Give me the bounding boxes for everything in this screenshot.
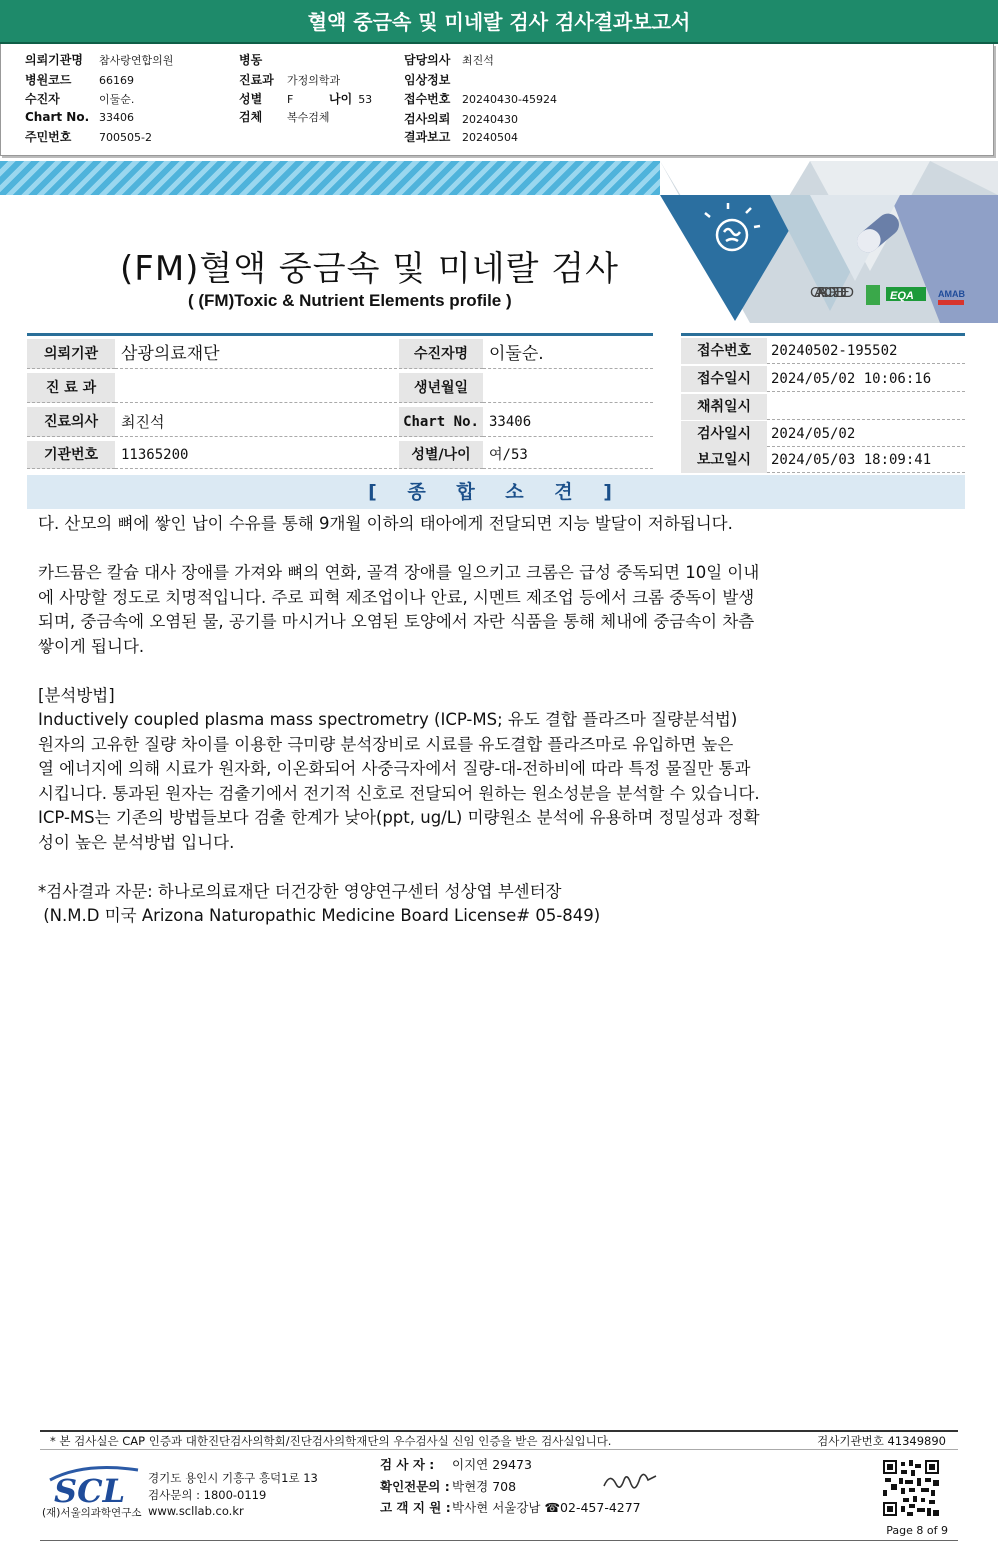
header-hospital-code: 병원코드 66169 [25,73,134,87]
inst-value: 11365200 [115,441,397,469]
test-value: 2024/05/02 [767,421,965,447]
amab-logo [938,289,965,305]
footer-phone: 검사문의 : 1800-0119 [148,1488,267,1502]
inst-label: 기관번호 [27,441,115,469]
recno-value: 20240502-195502 [767,338,965,364]
dept-value [115,373,397,403]
org-value: 삼광의료재단 [115,339,397,369]
doctor-value: 최진석 [115,407,397,437]
chart-label: Chart No. [399,407,483,437]
footer-org-name: (재)서울의과학연구소 [42,1507,142,1519]
footer-accreditation-note: * 본 검사실은 CAP 인증과 대한진단검사의학회/진단검사의학재단의 우수검사실 신임 인증을 받은 검사실입니다. [50,1434,612,1448]
svg-text:SCL: SCL [54,1472,126,1510]
patient-info-table [27,333,965,473]
header-org: 의뢰기관명 참사랑연합의원 [25,53,174,67]
footer-address: 경기도 용인시 기흥구 흥덕1로 13 [148,1471,318,1485]
page-subtitle: ( (FM)Toxic & Nutrient Elements profile ) [188,291,512,310]
chart-value: 33406 [483,407,653,437]
header-chart-no: Chart No. 33406 [25,110,134,124]
header-sex: 성별 F [239,92,294,106]
header-resident-no: 주민번호 700505-2 [25,130,152,144]
header-reception-no: 접수번호 20240430-45924 [404,92,557,106]
svg-text:EQA: EQA [890,290,914,302]
recno-label: 접수번호 [681,338,767,364]
stripe-band [0,161,660,195]
sexage-label: 성별/나이 [399,441,483,469]
header-clinical-info: 임상정보 [404,73,451,87]
dept-label: 진 료 과 [27,373,115,403]
name-label: 수진자명 [399,339,483,369]
header-specimen: 검체 복수검체 [239,110,330,124]
header-ward: 병동 [239,53,263,67]
page-number: Page 8 of 9 [886,1524,948,1537]
svg-text:CAP ACCREDITED: CAP ACCREDITED [810,284,854,301]
footer-bottom-divider [40,1540,958,1541]
header-doctor: 담당의사 최진석 [404,53,494,67]
page-title: (FM)혈액 중금속 및 미네랄 검사 [120,249,619,289]
svg-text:AMAB: AMAB [938,289,965,299]
footer-divider [40,1430,958,1432]
report-value: 2024/05/03 18:09:41 [767,447,965,473]
collect-value [767,394,965,420]
qr-code-icon [883,1460,939,1516]
footer-divider-thin [40,1449,958,1450]
header-report-date: 결과보고 20240504 [404,130,518,144]
recdate-label: 접수일시 [681,366,767,392]
footer-tester: 검 사 자 : 이지연 29473 [380,1457,532,1472]
summary-heading: [ 종 합 소 견 ] [27,475,965,509]
footer-customer-support: 고 객 지 원 :박사현 서울강남 ☎02-457-4277 [380,1500,641,1515]
footer-website[interactable]: www.scllab.co.kr [148,1504,244,1518]
footer-institution-code: 검사기관번호 41349890 [817,1434,946,1448]
collect-label: 채취일시 [681,394,767,420]
birth-value [483,373,653,403]
birth-label: 생년월일 [399,373,483,403]
doctor-signature [600,1468,660,1496]
report-label: 보고일시 [681,447,767,473]
header-patient: 수진자 이둘순. [25,92,135,106]
sexage-value: 여/53 [483,441,653,469]
recdate-value: 2024/05/02 10:06:16 [767,366,965,392]
cap-accredited-logo [810,284,854,301]
name-value: 이둘순. [483,339,653,369]
banner-illustration [640,161,998,323]
header-dept: 진료과 가정의학과 [239,73,341,87]
test-label: 검사일시 [681,421,767,447]
report-title: 혈액 중금속 및 미네랄 검사 검사결과보고서 [0,0,998,44]
report-header-info [0,44,994,156]
org-label: 의뢰기관 [27,339,115,369]
footer-confirm-doctor: 확인전문의 : 박현경 708 [380,1479,517,1494]
doctor-label: 진료의사 [27,407,115,437]
header-age: 나이 53 [329,92,373,106]
header-request-date: 검사의뢰 20240430 [404,112,518,126]
summary-text: 다. 산모의 뼈에 쌓인 납이 수유를 통해 9개월 이하의 태아에게 전달되면 지능 발달이 저하됩니다. 카드뮴은 칼슘 대사 장애를 가져와 뼈의 연화, 골격 장애를 일으키고 크롬은 급성 중독되면 10일 이내 에 사망할 정도로 치명적입니다. 주로 피혁 제조업이나 안료, 시멘트 제조업 등에서 크롬 중독이 발생 되며, 중금속에 오염된 물, 공기를 마시거나 오염된 토양에서 자란 식품을 통해 체내에 중금속이 차츰 쌓이게 됩니다. [분석방법] Inductively coupled plasma mass spectrometry (ICP-MS; 유도 결합 플라즈마 질량분석법) 원자의 고유한 질량 차이를 이용한 극미량 분석장비로 시료를 유도결합 플라즈마로 유입하면 높은 열 에너지에 의해 시료가 원자화, 이온화되어 사중극자에서 질량-대-전하비에 따라 특정 물질만 통과 시킵니다. 통과된 원자는 검출기에서 전기적 신호로 전달되어 원하는 원소성분을 분석할 수 있습니다. ICP-MS는 기존의 방법들보다 검출 한계가 낮아(ppt, ug/L) 미량원소 분석에 유용하며 정밀성과 정확 성이 높은 분석방법 입니다. *검사결과 자문: 하나로의료재단 더건강한 영양연구센터 성상엽 부센터장 (N.M.D 미국 Arizona Naturopathic Medicine Board License# 05-849) [38,514,760,925]
